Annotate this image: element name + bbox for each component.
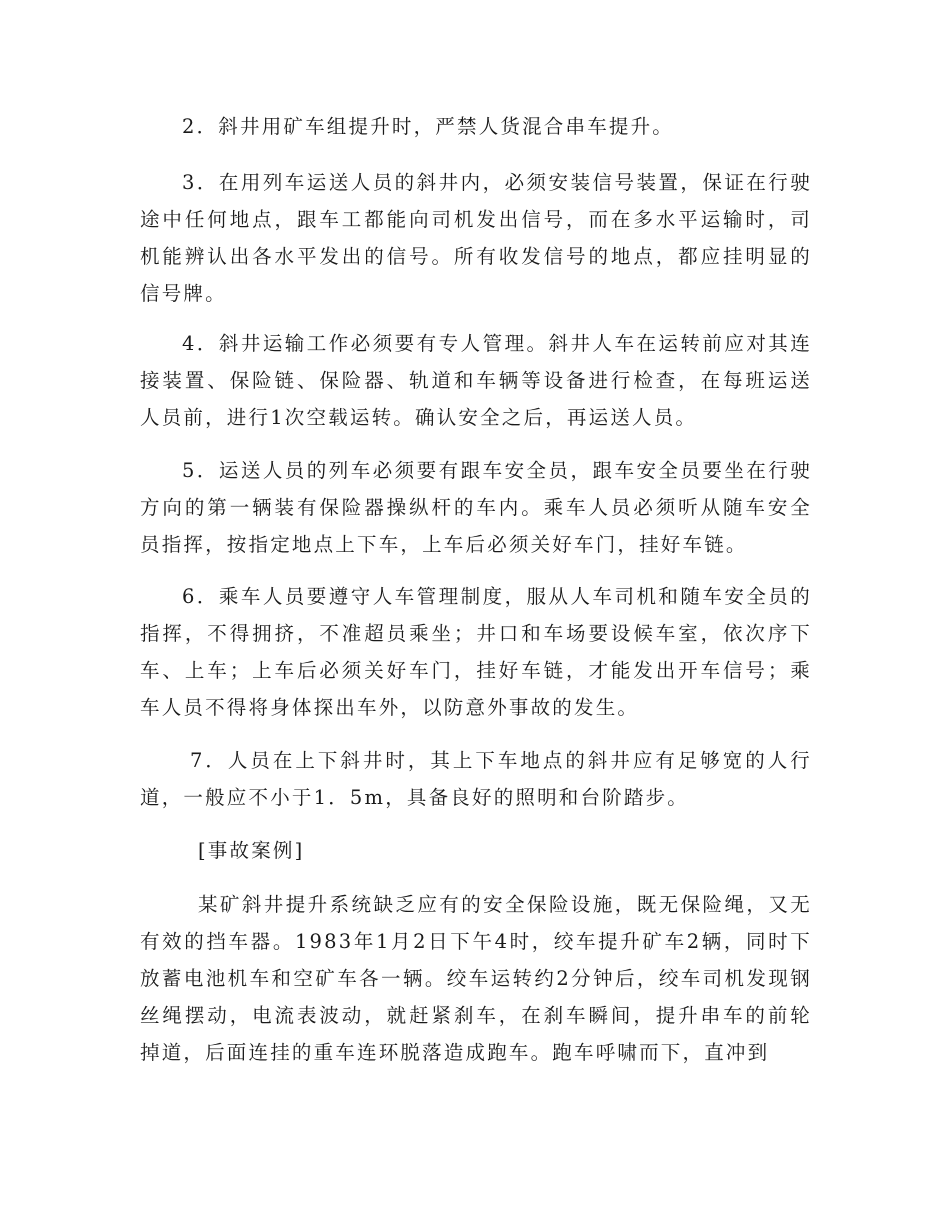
paragraph-accident-case: 某矿斜井提升系统缺乏应有的安全保险设施，既无保险绳，又无有效的挡车器。1983年1月2日下午4时，绞车提升矿车2辆，同时下放蓄电池机车和空矿车各一辆。绞车运转约2分钟后，绞车司机发现钢丝绳摆动，电流表波动，就赶紧刹车，在刹车瞬间，提升串车的前轮掉道，后面连挂的重车连环脱落造成跑车。跑车呼啸而下，直冲到 xyxy=(140,893,812,1064)
paragraph-rule-2: 2．斜井用矿车组提升时，严禁人货混合串车提升。 xyxy=(182,115,675,138)
paragraph-rule-4: 4．斜井运输工作必须要有专人管理。斜井人车在运转前应对其连接装置、保险链、保险器、轨道和车辆等设备进行检查，在每班运送人员前，进行1次空载运转。确认安全之后，再运送人员。 xyxy=(140,332,812,429)
paragraph-rule-5: 5．运送人员的列车必须要有跟车安全员，跟车安全员要坐在行驶方向的第一辆装有保险器操纵杆的车内。乘车人员必须听从随车安全员指挥，按指定地点上下车，上车后必须关好车门，挂好车链。 xyxy=(140,459,812,556)
paragraph-rule-3: 3．在用列车运送人员的斜井内，必须安装信号装置，保证在行驶途中任何地点，跟车工都能向司机发出信号，而在多水平运输时，司机能辨认出各水平发出的信号。所有收发信号的地点，都应挂明显的信号牌。 xyxy=(140,171,812,305)
paragraph-rule-6: 6．乘车人员要遵守人车管理制度，服从人车司机和随车安全员的指挥，不得拥挤，不准超员乘坐；井口和车场要设候车室，依次序下车、上车；上车后必须关好车门，挂好车链，才能发出开车信号；乘车人员不得将身体探出车外，以防意外事故的发生。 xyxy=(140,585,812,719)
paragraph-rule-7: 7．人员在上下斜井时，其上下车地点的斜井应有足够宽的人行道，一般应不小于1．5m，具备良好的照明和台阶踏步。 xyxy=(140,749,812,809)
section-heading-accident-case: [事故案例] xyxy=(198,839,305,862)
